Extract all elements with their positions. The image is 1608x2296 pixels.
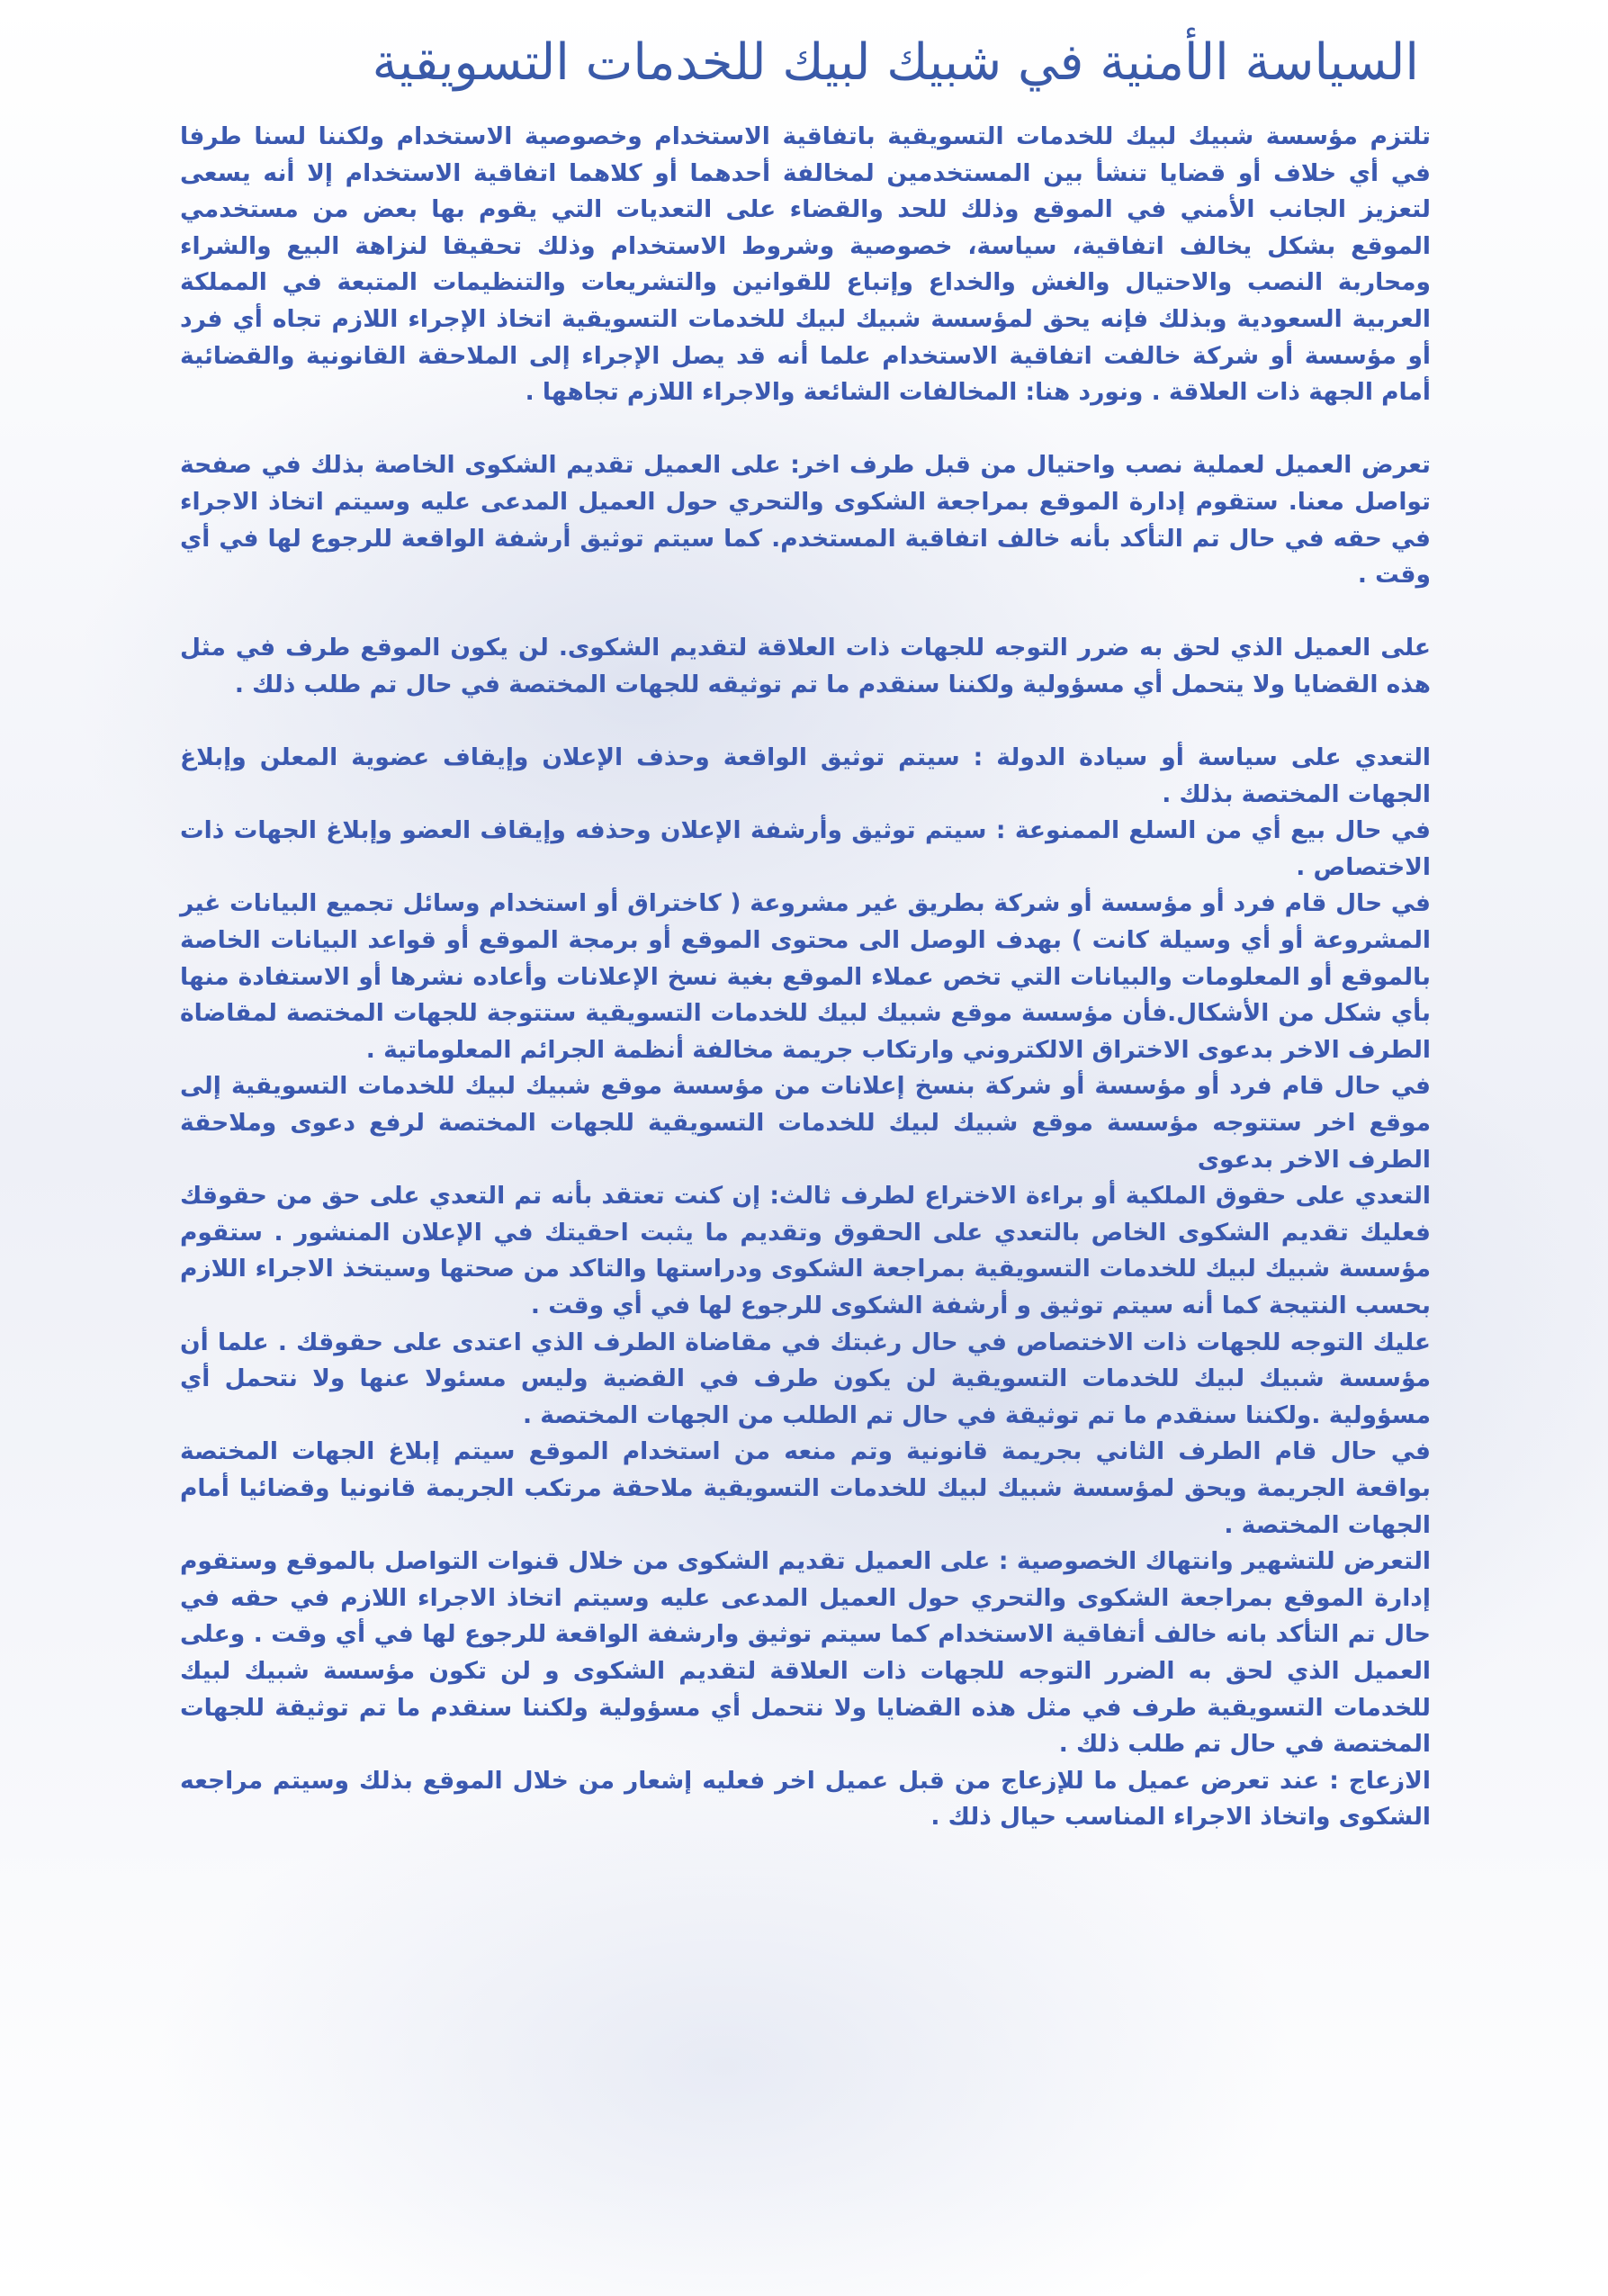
defamation-privacy-paragraph: التعرض للتشهير وانتهاك الخصوصية : على العميل تقديم الشكوى من خلال قنوات التواصل بالموقع وستقوم إدارة الموقع بمراجعة الشكوى والتحري حول العميل المدعى عليه وسيتم اتخاذ الاجراء اللازم في حقه في حال تم التأكد بانه خالف أتفاقية الاستخدام كما سيتم توثيق وارشفة الواقعة للرجوع لها في أي وقت . وعلى العميل الذي لحق به الضرر التوجه للجهات ذات العلاقة لتقديم الشكوى و لن تكون مؤسسة شبيك لبيك للخدمات التسويقية طرف في مثل هذه القضايا ولا نتحمل أي مسؤولية ولكننا سنقدم ما تم توثيقة للجهات المختصة في حال تم طلب ذلك .	[180, 1547, 1431, 1759]
prohibited-goods-paragraph: في حال بيع أي من السلع الممنوعة : سيتم توثيق وأرشفة الإعلان وحذفه وإيقاف العضو وإبلاغ الجهات ذات الاختصاص .	[180, 816, 1431, 881]
intro-paragraph: تلتزم مؤسسة شبيك لبيك للخدمات التسويقية باتفاقية الاستخدام وخصوصية الاستخدام ولكننا لسنا طرفا في أي خلاف أو قضايا تنشأ بين المستخدمين لمخالفة أحدهما أو كلاهما اتفاقية الاستخدام إلا أنه يسعى لتعزيز الجانب الأمني في الموقع وذلك للحد والقضاء على التعديات التي يقوم بها بعض من مستخدمي الموقع بشكل يخالف اتفاقية، سياسة، خصوصية وشروط الاستخدام وذلك تحقيقا لنزاهة البيع والشراء ومحاربة النصب والاحتيال والغش والخداع وإتباع للقوانين والتشريعات والتنظيمات المتبعة في المملكة العربية السعودية وبذلك فإنه يحق لمؤسسة شبيك لبيك للخدمات التسويقية اتخاذ الإجراء اللازم تجاه أي فرد أو مؤسسة أو شركة خالفت اتفاقية الاستخدام علما أنه قد يصل الإجراء إلى الملاحقة القانونية والقضائية أمام الجهة ذات العلاقة . ونورد هنا: المخالفات الشائعة والاجراء اللازم تجاهها .	[180, 122, 1431, 407]
harassment-paragraph: الازعاج : عند تعرض عميل ما للإزعاج من قبل عميل اخر فعليه إشعار من خلال الموقع بذلك وسيتم مراجعه الشكوى واتخاذ الاجراء المناسب حيال ذلك .	[180, 1766, 1431, 1832]
paragraph-spacer	[180, 704, 1431, 741]
paragraph-spacer	[180, 594, 1431, 631]
policy-body	[180, 119, 1431, 1836]
fraud-complaint-paragraph: تعرض العميل لعملية نصب واحتيال من قبل طرف اخر: على العميل تقديم الشكوى الخاصة بذلك في صفحة تواصل معنا. ستقوم إدارة الموقع بمراجعة الشكوى والتحري حول العميل المدعى عليه وسيتم اتخاذ الاجراء في حقه في حال تم التأكد بأنه خالف اتفاقية المستخدم. كما سيتم توثيق أرشفة الواقعة للرجوع لها في أي وقت .	[180, 451, 1431, 590]
state-sovereignty-paragraph: التعدي على سياسة أو سيادة الدولة : سيتم توثيق الواقعة وحذف الإعلان وإيقاف عضوية المعلن وإبلاغ الجهات المختصة بذلك .	[180, 743, 1431, 808]
criminal-offense-paragraph: في حال قام الطرف الثاني بجريمة قانونية وتم منعه من استخدام الموقع سيتم إبلاغ الجهات المختصة بواقعة الجريمة ويحق لمؤسسة شبيك لبيك للخدمات التسويقية ملاحقة مرتكب الجريمة قانونيا وقضائيا أمام الجهات المختصة .	[180, 1437, 1431, 1539]
hacking-paragraph: في حال قام فرد أو مؤسسة أو شركة بطريق غير مشروعة ( كاختراق أو استخدام وسائل تجميع البيانات غير المشروعة أو أي وسيلة كانت ) بهدف الوصل الى محتوى الموقع أو برمجة الموقع أو قواعد البيانات الخاصة بالموقع أو المعلومات والبيانات التي تخص عملاء الموقع بغية نسخ الإعلانات وأعاده نشرها أو الاستفادة منها بأي شكل من الأشكال.فأن مؤسسة موقع شبيك لبيك للخدمات التسويقية ستتوجة للجهات المختصة لمقاضاة الطرف الاخر بدعوى الاختراق الالكتروني وارتكاب جريمة مخالفة أنظمة الجرائم المعلوماتية .	[180, 889, 1431, 1064]
page-title: السياسة الأمنية في شبيك لبيك للخدمات التسويقية	[372, 33, 1419, 92]
harmed-client-paragraph: على العميل الذي لحق به ضرر التوجه للجهات ذات العلاقة لتقديم الشكوى. لن يكون الموقع طرف في مثل هذه القضايا ولا يتحمل أي مسؤولية ولكننا سنقدم ما تم توثيقه للجهات المختصة في حال تم طلب ذلك .	[180, 634, 1431, 698]
copying-ads-paragraph: في حال قام فرد أو مؤسسة أو شركة بنسخ إعلانات من مؤسسة موقع شبيك لبيك للخدمات التسويقية إلى موقع اخر ستتوجه مؤسسة موقع شبيك لبيك للخدمات التسويقية للجهات المختصة لرفع دعوى وملاحقة الطرف الاخر بدعوى	[180, 1072, 1431, 1174]
legal-action-paragraph: عليك التوجه للجهات ذات الاختصاص في حال رغبتك في مقاضاة الطرف الذي اعتدى على حقوقك . علما أن مؤسسة شبيك لبيك للخدمات التسويقية لن يكون طرف في القضية وليس مسئولا عنها ولا نتحمل أي مسؤولية .ولكننا سنقدم ما تم توثيقة في حال تم الطلب من الجهات المختصة .	[180, 1328, 1431, 1429]
paragraph-spacer	[180, 411, 1431, 448]
intellectual-property-paragraph: التعدي على حقوق الملكية أو براءة الاختراع لطرف ثالث: إن كنت تعتقد بأنه تم التعدي على حق من حقوقك فعليك تقديم الشكوى الخاص بالتعدي على الحقوق وتقديم ما يثبت احقيتك في الإعلان المنشور . ستقوم مؤسسة شبيك لبيك للخدمات التسويقية بمراجعة الشكوى ودراستها والتاكد من صحتها وسيتخذ الاجراء اللازم بحسب النتيجة كما أنه سيتم توثيق و أرشفة الشكوى للرجوع لها في أي وقت .	[180, 1182, 1431, 1319]
